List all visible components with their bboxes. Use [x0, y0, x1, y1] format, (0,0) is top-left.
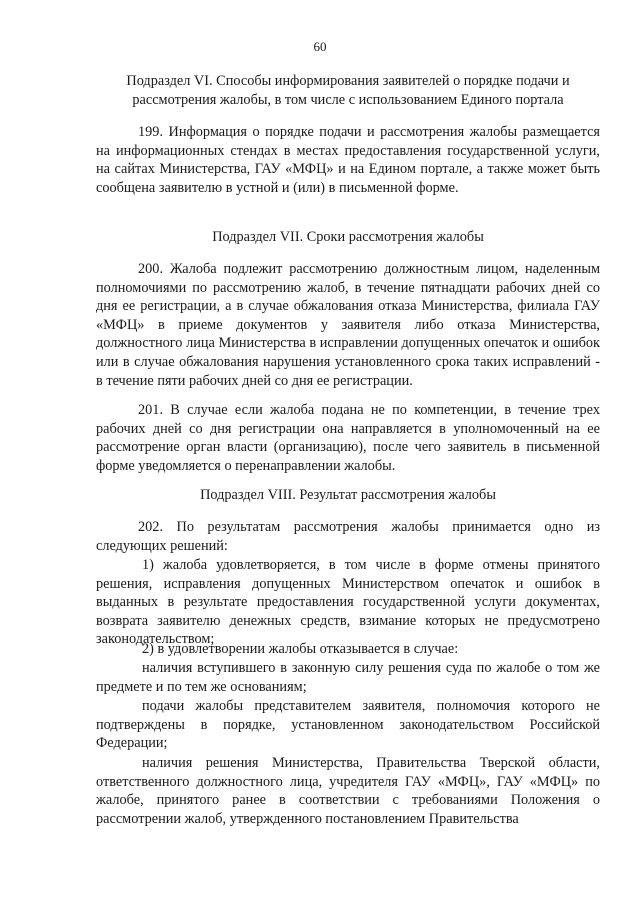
section-heading-vi-line-1: Подраздел VI. Способы информирования заявителей о порядке подачи и: [126, 73, 570, 89]
section-heading-vii: Подраздел VII. Сроки рассмотрения жалобы: [212, 229, 484, 245]
section-heading-viii: Подраздел VIII. Результат рассмотрения жалобы: [200, 487, 496, 503]
section-heading-vi: [96, 72, 600, 109]
list-item-1: 1) жалоба удовлетворяется, в том числе в форме отмены принятого решения, исправления допущенных Министерством опечаток и ошибок в выданных в результате предоставления государственной услуги документах, возврата заявителю денежных средств, взимание которых не предусмотрено законодательством;: [96, 557, 600, 648]
page-number: 60: [313, 39, 327, 54]
paragraph-202: 202. По результатам рассмотрения жалобы принимается одно из следующих решений:: [96, 519, 600, 554]
refusal-reason-3: наличия решения Министерства, Правительства Тверской области, ответственного должностного лица, учредителя ГАУ «МФЦ», ГАУ «МФЦ» по жалобе, принятого ранее в соответствии с требованиями Положения о рассмотрении жалоб, утвержденного постановлением Правительства: [96, 755, 600, 827]
list-item-2: 2) в удовлетворении жалобы отказывается в случае:: [142, 641, 459, 657]
paragraph-201: 201. В случае если жалоба подана не по компетенции, в течение трех рабочих дней со дня регистрации она направляется в уполномоченный на ее рассмотрение орган власти (организацию), после чего заявитель в письменной форме уведомляется о перенаправлении жалобы.: [96, 402, 600, 474]
refusal-reason-2: подачи жалобы представителем заявителя, полномочия которого не подтверждены в порядке, установленном законодательством Российской Федерации;: [96, 698, 600, 752]
refusal-reason-1: наличия вступившего в законную силу решения суда по жалобе о том же предмете и по тем же основаниям;: [96, 660, 600, 695]
paragraph-200: 200. Жалоба подлежит рассмотрению должностным лицом, наделенным полномочиями по рассмотрению жалоб, в течение пятнадцати рабочих дней со дня ее регистрации, а в случае обжалования отказа Министерства, филиала ГАУ «МФЦ» в приеме документов у заявителя либо отказа Министерства, должностного лица Министерства в исправлении допущенных опечаток и ошибок или в случае обжалования нарушения установленного срока таких исправлений - в течение пяти рабочих дней со дня ее регистрации.: [96, 261, 600, 389]
paragraph-199: 199. Информация о порядке подачи и рассмотрения жалобы размещается на информационных стендах в местах предоставления государственной услуги, на сайтах Министерства, ГАУ «МФЦ» и на Едином портале, а также может быть сообщена заявителю в устной и (или) в письменной форме.: [96, 124, 600, 196]
section-heading-vi-line-2: рассмотрения жалобы, в том числе с использованием Единого портала: [132, 91, 564, 108]
